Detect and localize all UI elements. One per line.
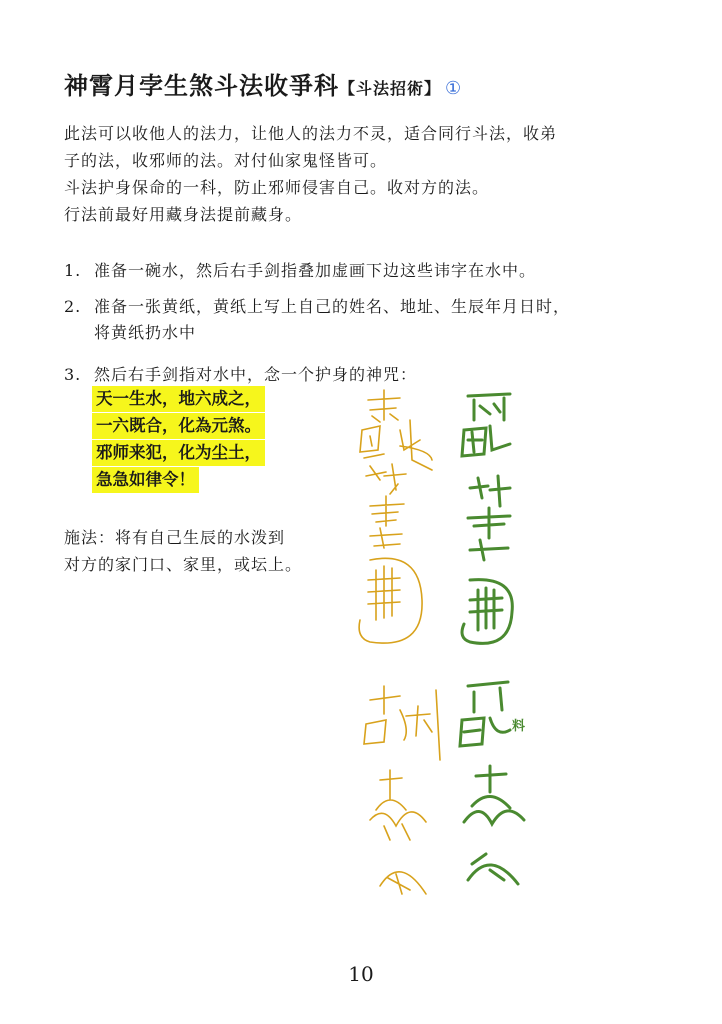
title-tag: 【斗法招術】 — [339, 79, 442, 98]
step-text: 准备一碗水，然后右手剑指叠加虚画下边这些讳字在水中。 — [94, 261, 537, 280]
mantra-line: 急急如律令！ — [92, 467, 199, 493]
cast-line: 对方的家门口、家里，或坛上。 — [64, 555, 303, 574]
mantra-line: 一六既合，化為元煞。 — [92, 413, 265, 439]
step-number: 1. — [64, 261, 82, 280]
step-number: 3. — [64, 365, 82, 384]
mantra-line: 天一生水，地六成之， — [92, 386, 265, 412]
gold-talisman — [359, 390, 440, 894]
mantra-highlight — [92, 386, 265, 494]
intro-line: 此法可以收他人的法力，让他人的法力不灵，适合同行斗法，收弟 — [64, 124, 558, 143]
title-marker: ① — [445, 78, 463, 99]
step-1 — [64, 258, 536, 284]
intro-paragraph — [64, 120, 684, 228]
step-text: 将黄纸扔水中 — [94, 323, 197, 342]
talisman-label: 料 — [512, 719, 526, 734]
title-main: 神霄月孛生煞斗法收爭科 — [64, 71, 339, 100]
intro-line: 斗法护身保命的一科，防止邪师侵害自己。收对方的法。 — [64, 178, 490, 197]
step-number: 2. — [64, 297, 82, 316]
step-2 — [64, 294, 570, 346]
green-talisman — [460, 394, 524, 884]
cast-instructions — [64, 524, 364, 578]
cast-line: 施法：将有自己生辰的水泼到 — [64, 528, 286, 547]
intro-line: 子的法，收邪师的法。对付仙家鬼怪皆可。 — [64, 151, 388, 170]
step-text: 然后右手剑指对水中，念一个护身的神咒： — [94, 365, 418, 384]
mantra-line: 邪师来犯，化为尘土， — [92, 440, 265, 466]
page-number: 10 — [348, 962, 374, 986]
page-title — [64, 66, 462, 101]
intro-line: 行法前最好用藏身法提前藏身。 — [64, 205, 303, 224]
step-text: 准备一张黄纸，黄纸上写上自己的姓名、地址、生辰年月日时， — [94, 297, 571, 316]
talisman-illustration — [340, 380, 580, 920]
